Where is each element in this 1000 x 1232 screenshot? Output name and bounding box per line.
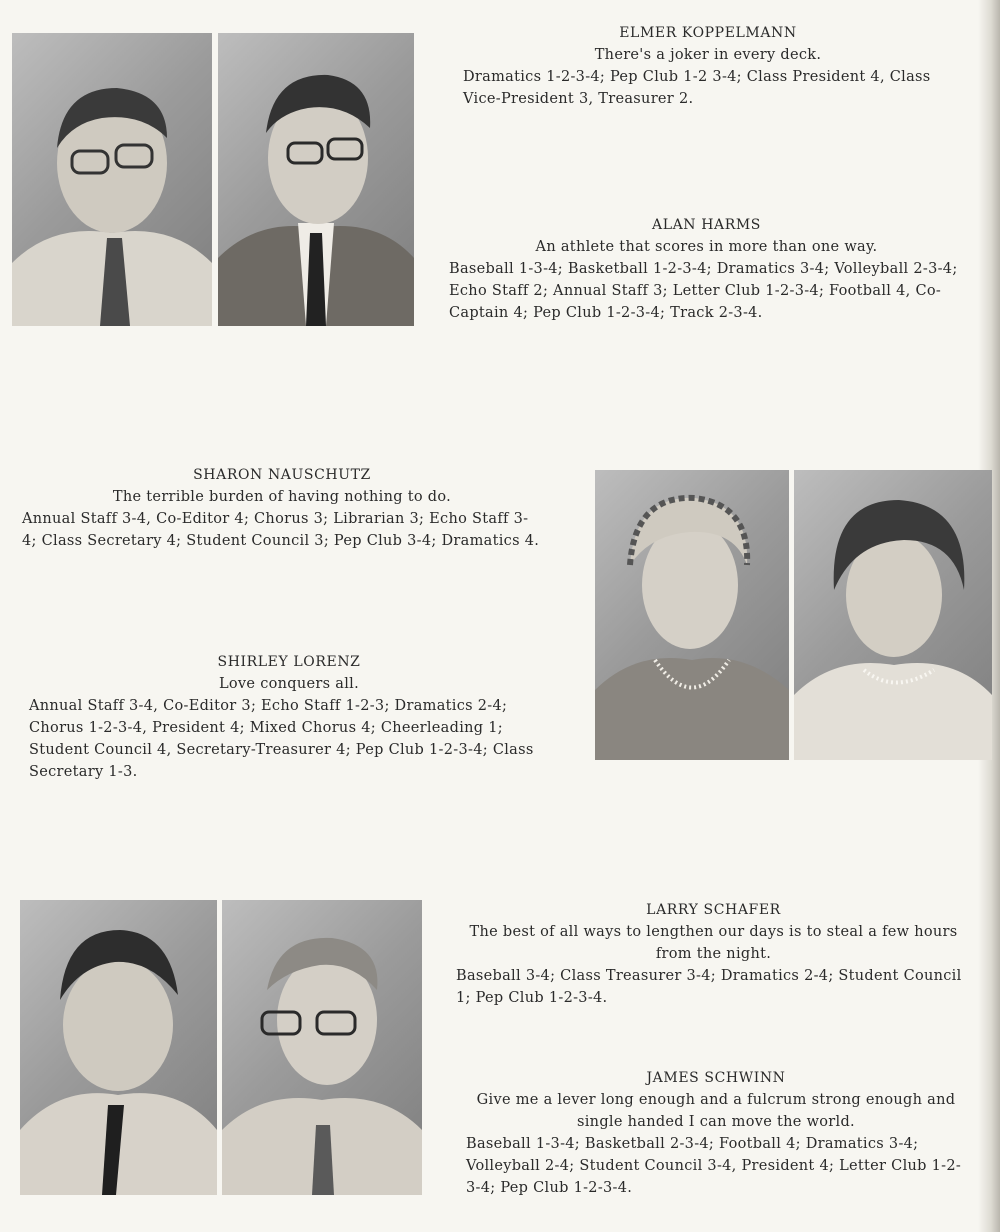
- senior-name: ELMER KOPPELMANN: [619, 25, 797, 41]
- senior-activities: Baseball 1-3-4; Basketball 1-2-3-4; Dramatics 3-4; Volleyball 2-3-4; Echo Staff 2; Annual Staff 3; Letter Club 1-2-3-4; Football 4, Co-Captain 4; Pep Club 1-2-3-4; Track 2-3-4.: [449, 261, 958, 321]
- senior-bio-harms: [449, 214, 964, 324]
- senior-bio-koppelmann: [463, 22, 953, 110]
- senior-activities: Baseball 3-4; Class Treasurer 3-4; Dramatics 2-4; Student Council 1; Pep Club 1-2-3-4.: [456, 968, 962, 1006]
- senior-name: JAMES SCHWINN: [646, 1070, 786, 1086]
- senior-bio-schafer: [456, 899, 971, 1009]
- senior-quote: The terrible burden of having nothing to do.: [112, 489, 452, 505]
- portrait-photo-nauschutz: [595, 470, 789, 760]
- portrait-photo-koppelmann: [12, 33, 212, 326]
- senior-quote: There's a joker in every deck.: [594, 47, 822, 63]
- senior-quote: An athlete that scores in more than one way.: [535, 239, 878, 255]
- senior-name: ALAN HARMS: [651, 217, 761, 233]
- senior-bio-nauschutz: [22, 464, 542, 552]
- portrait-photo-lorenz: [794, 470, 992, 760]
- senior-name: SHIRLEY LORENZ: [217, 654, 361, 670]
- senior-activities: Baseball 1-3-4; Basketball 2-3-4; Football 4; Dramatics 3-4; Volleyball 2-4; Student Council 3-4, President 4; Letter Club 1-2-3-4; Pep Club 1-2-3-4.: [466, 1136, 962, 1196]
- senior-bio-lorenz: [29, 651, 549, 783]
- senior-quote: The best of all ways to lengthen our days is to steal a few hours from the night.: [469, 924, 958, 962]
- senior-activities: Annual Staff 3-4, Co-Editor 3; Echo Staff 1-2-3; Dramatics 2-4; Chorus 1-2-3-4, President 4; Mixed Chorus 4; Cheerleading 1; Student Council 4, Secretary-Treasurer 4; Pep Club 1-2-3-4; Class Secretary 1-3.: [29, 698, 534, 780]
- senior-activities: Annual Staff 3-4, Co-Editor 4; Chorus 3; Librarian 3; Echo Staff 3-4; Class Secretary 4; Student Council 3; Pep Club 3-4; Dramatics 4.: [22, 511, 540, 549]
- portrait-photo-schafer: [20, 900, 217, 1195]
- senior-bio-schwinn: [466, 1067, 966, 1199]
- portrait-photo-harms: [218, 33, 414, 326]
- senior-quote: Give me a lever long enough and a fulcrum strong enough and single handed I can move the world.: [476, 1092, 956, 1130]
- senior-name: SHARON NAUSCHUTZ: [193, 467, 371, 483]
- senior-activities: Dramatics 1-2-3-4; Pep Club 1-2 3-4; Class President 4, Class Vice-President 3, Treasurer 2.: [463, 69, 931, 107]
- senior-quote: Love conquers all.: [218, 676, 360, 692]
- portrait-photo-schwinn: [222, 900, 422, 1195]
- senior-name: LARRY SCHAFER: [646, 902, 781, 918]
